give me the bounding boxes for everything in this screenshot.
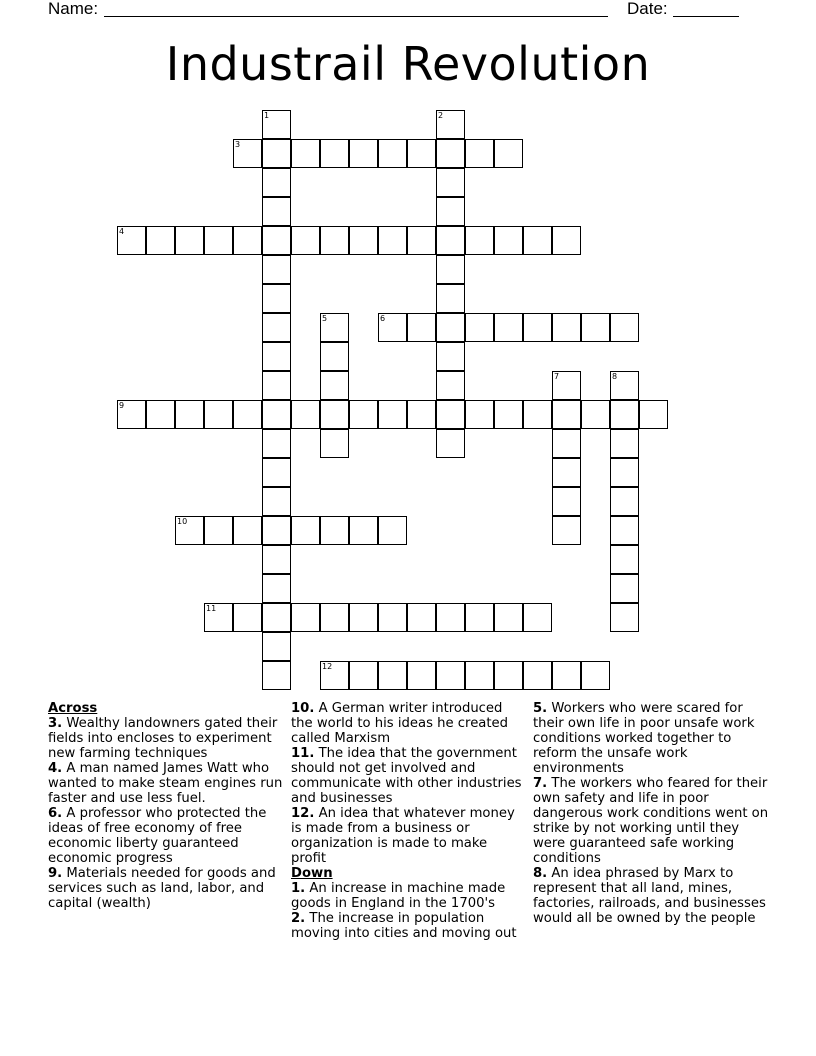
grid-cell[interactable] (262, 226, 291, 255)
grid-cell[interactable] (320, 342, 349, 371)
grid-cell[interactable] (262, 516, 291, 545)
grid-cell[interactable] (494, 603, 523, 632)
grid-cell[interactable] (610, 400, 639, 429)
grid-cell[interactable] (552, 313, 581, 342)
grid-cell[interactable] (378, 661, 407, 690)
grid-cell[interactable] (233, 400, 262, 429)
grid-cell[interactable] (436, 197, 465, 226)
grid-cell[interactable] (494, 400, 523, 429)
grid-cell[interactable] (262, 139, 291, 168)
grid-cell[interactable] (523, 661, 552, 690)
grid-cell[interactable] (378, 226, 407, 255)
grid-cell[interactable] (552, 516, 581, 545)
grid-cell[interactable] (378, 516, 407, 545)
grid-cell[interactable] (407, 661, 436, 690)
grid-cell[interactable] (407, 603, 436, 632)
grid-cell[interactable] (610, 603, 639, 632)
grid-cell[interactable] (552, 458, 581, 487)
grid-cell[interactable] (262, 632, 291, 661)
grid-cell[interactable] (610, 313, 639, 342)
grid-cell[interactable] (436, 342, 465, 371)
grid-cell[interactable] (378, 139, 407, 168)
grid-cell[interactable] (378, 400, 407, 429)
grid-cell[interactable] (204, 516, 233, 545)
grid-cell[interactable] (436, 226, 465, 255)
date-label: Date: (627, 0, 668, 18)
grid-cell[interactable] (320, 400, 349, 429)
grid-cell[interactable] (262, 400, 291, 429)
grid-cell[interactable] (262, 255, 291, 284)
clue-number: 4 (119, 227, 125, 236)
clue-down-7: 7. The workers who feared for their own safety and life in poor dangerous work conditions went on strike by not working until they were guaranteed safe working conditions (533, 776, 769, 866)
grid-cell[interactable] (610, 516, 639, 545)
clue-number: 9 (119, 401, 125, 410)
grid-cell[interactable] (436, 168, 465, 197)
grid-cell[interactable] (262, 603, 291, 632)
grid-cell[interactable] (552, 400, 581, 429)
grid-cell[interactable] (407, 400, 436, 429)
grid-cell[interactable] (465, 661, 494, 690)
grid-cell[interactable] (610, 429, 639, 458)
grid-cell[interactable] (552, 661, 581, 690)
grid-cell[interactable] (610, 458, 639, 487)
grid-cell[interactable] (436, 139, 465, 168)
grid-cell[interactable] (581, 400, 610, 429)
grid-cell[interactable] (233, 516, 262, 545)
clues-column-1 (48, 701, 283, 911)
grid-cell[interactable] (349, 603, 378, 632)
clue-down-1: 1. An increase in machine made goods in England in the 1700's (291, 881, 506, 911)
grid-cell[interactable] (175, 226, 204, 255)
grid-cell[interactable] (320, 429, 349, 458)
grid-cell[interactable] (465, 226, 494, 255)
clue-number: 1 (264, 111, 270, 120)
grid-cell[interactable] (349, 661, 378, 690)
grid-cell[interactable] (349, 139, 378, 168)
clue-down-8: 8. An idea phrased by Marx to represent that all land, mines, factories, railroads, and businesses would all be owned by the people (533, 866, 766, 926)
grid-cell[interactable] (262, 342, 291, 371)
grid-cell[interactable] (610, 545, 639, 574)
grid-cell[interactable] (639, 400, 668, 429)
clue-across-4: 4. A man named James Watt who wanted to make steam engines run faster and use less fuel. (48, 761, 283, 806)
grid-cell[interactable] (494, 313, 523, 342)
grid-cell[interactable] (465, 400, 494, 429)
grid-cell[interactable] (291, 516, 320, 545)
grid-cell[interactable] (233, 603, 262, 632)
grid-cell[interactable] (291, 139, 320, 168)
clue-number: 11 (206, 604, 217, 613)
grid-cell[interactable] (262, 371, 291, 400)
grid-cell[interactable] (407, 226, 436, 255)
grid-cell[interactable] (552, 226, 581, 255)
grid-cell[interactable] (291, 603, 320, 632)
grid-cell[interactable] (349, 226, 378, 255)
grid-cell[interactable] (436, 429, 465, 458)
grid-cell[interactable] (494, 226, 523, 255)
grid-cell[interactable] (291, 400, 320, 429)
clue-down-5: 5. Workers who were scared for their own life in poor unsafe work conditions worked together to reform the unsafe work environments (533, 701, 755, 776)
grid-cell[interactable] (146, 226, 175, 255)
grid-cell[interactable] (610, 487, 639, 516)
clue-number: 12 (322, 662, 333, 671)
grid-cell[interactable] (320, 516, 349, 545)
name-label: Name: (48, 0, 99, 18)
grid-cell[interactable] (494, 661, 523, 690)
grid-cell[interactable] (523, 400, 552, 429)
grid-cell[interactable] (436, 371, 465, 400)
clue-number: 6 (380, 314, 386, 323)
grid-cell[interactable] (204, 400, 233, 429)
grid-cell[interactable] (175, 400, 204, 429)
clue-across-6: 6. A professor who protected the ideas of free economy of free economic liberty guaranteed economic progress (48, 806, 267, 866)
grid-cell[interactable] (552, 487, 581, 516)
clues-column-3 (533, 701, 773, 926)
grid-cell[interactable] (436, 400, 465, 429)
grid-cell[interactable] (262, 574, 291, 603)
grid-cell[interactable] (233, 226, 262, 255)
clue-number: 7 (554, 372, 560, 381)
grid-cell[interactable] (407, 139, 436, 168)
grid-cell[interactable] (320, 371, 349, 400)
grid-cell[interactable] (465, 313, 494, 342)
grid-cell[interactable] (320, 226, 349, 255)
grid-cell[interactable] (465, 139, 494, 168)
page-title: Industrail Revolution (165, 37, 651, 91)
grid-cell[interactable] (494, 139, 523, 168)
grid-cell[interactable] (320, 139, 349, 168)
grid-cell[interactable] (436, 284, 465, 313)
clue-across-11: 11. The idea that the government should not get involved and communicate with other industries and businesses (291, 746, 522, 806)
grid-cell[interactable] (523, 603, 552, 632)
grid-cell[interactable] (262, 284, 291, 313)
clue-across-10: 10. A German writer introduced the world to his ideas he created called Marxism (291, 701, 509, 746)
grid-cell[interactable] (378, 603, 407, 632)
grid-cell[interactable] (262, 487, 291, 516)
grid-cell[interactable] (552, 429, 581, 458)
clue-number: 8 (612, 372, 618, 381)
grid-cell[interactable] (523, 226, 552, 255)
grid-cell[interactable] (291, 226, 320, 255)
grid-cell[interactable] (581, 661, 610, 690)
grid-cell[interactable] (262, 168, 291, 197)
grid-cell[interactable] (320, 603, 349, 632)
clue-number: 10 (177, 517, 188, 526)
grid-cell[interactable] (436, 313, 465, 342)
clue-down-2: 2. The increase in population moving into cities and moving out (291, 911, 517, 941)
clue-across-3: 3. Wealthy landowners gated their fields into encloses to experiment new farming techniques (48, 716, 278, 761)
grid-cell[interactable] (436, 255, 465, 284)
grid-cell[interactable] (262, 661, 291, 690)
grid-cell[interactable] (262, 197, 291, 226)
grid-cell[interactable] (262, 458, 291, 487)
across-heading: Across (48, 701, 98, 716)
grid-cell[interactable] (407, 313, 436, 342)
clue-across-12: 12. An idea that whatever money is made from a business or organization is made to make profit (291, 806, 515, 866)
grid-cell[interactable] (465, 603, 494, 632)
grid-cell[interactable] (262, 429, 291, 458)
grid-cell[interactable] (349, 516, 378, 545)
down-heading: Down (291, 866, 333, 881)
grid-cell[interactable] (204, 226, 233, 255)
grid-cell[interactable] (262, 545, 291, 574)
clues-column-2 (291, 701, 526, 941)
clue-number: 5 (322, 314, 328, 323)
grid-cell[interactable] (610, 574, 639, 603)
grid-cell[interactable] (581, 313, 610, 342)
grid-cell[interactable] (349, 400, 378, 429)
grid-cell[interactable] (436, 603, 465, 632)
grid-cell[interactable] (436, 661, 465, 690)
grid-cell[interactable] (146, 400, 175, 429)
grid-cell[interactable] (523, 313, 552, 342)
clue-number: 2 (438, 111, 444, 120)
grid-cell[interactable] (262, 313, 291, 342)
clue-across-9: 9. Materials needed for goods and services such as land, labor, and capital (wealth) (48, 866, 276, 911)
clue-number: 3 (235, 140, 241, 149)
